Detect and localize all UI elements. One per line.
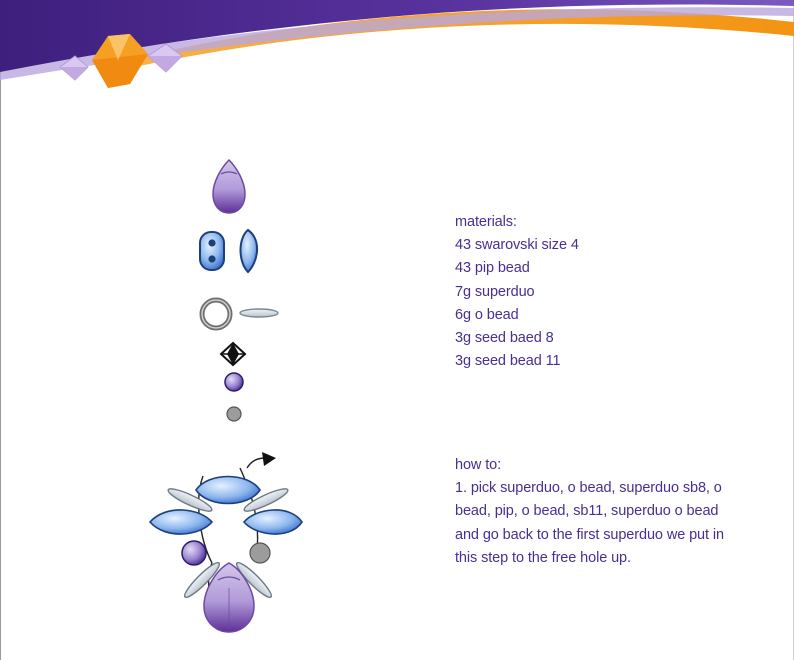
drop-bead-icon <box>213 160 245 213</box>
arrow-icon <box>262 452 276 466</box>
howto-line: bead, pip, o bead, sb11, superduo o bead <box>455 503 719 520</box>
pip-bead-icon <box>241 230 258 272</box>
materials-item: 3g seed bead 11 <box>455 353 561 370</box>
howto-line: 1. pick superduo, o bead, superduo sb8, o <box>455 480 722 497</box>
materials-heading: materials: <box>455 214 517 230</box>
swarovski-bicone-icon <box>221 343 245 365</box>
howto-line: this step to the free hole up. <box>455 549 631 566</box>
seed-bead-8-icon <box>225 373 243 391</box>
materials-item: 6g o bead <box>455 306 519 323</box>
materials-item: 43 swarovski size 4 <box>455 237 579 254</box>
howto-heading: how to: <box>455 457 502 473</box>
superduo-bead-icon <box>200 232 224 270</box>
step-diagram <box>150 458 302 632</box>
materials-item: 3g seed baed 8 <box>455 330 554 347</box>
materials-item: 7g superduo <box>455 283 535 300</box>
howto-section <box>455 454 755 570</box>
materials-item: 43 pip bead <box>455 260 530 277</box>
howto-line: and go back to the first superduo we put in <box>455 526 724 543</box>
seed-bead-11-icon <box>227 407 241 421</box>
o-bead-icon <box>202 300 230 328</box>
superduo-profile-icon <box>240 309 278 317</box>
materials-section <box>455 211 579 373</box>
